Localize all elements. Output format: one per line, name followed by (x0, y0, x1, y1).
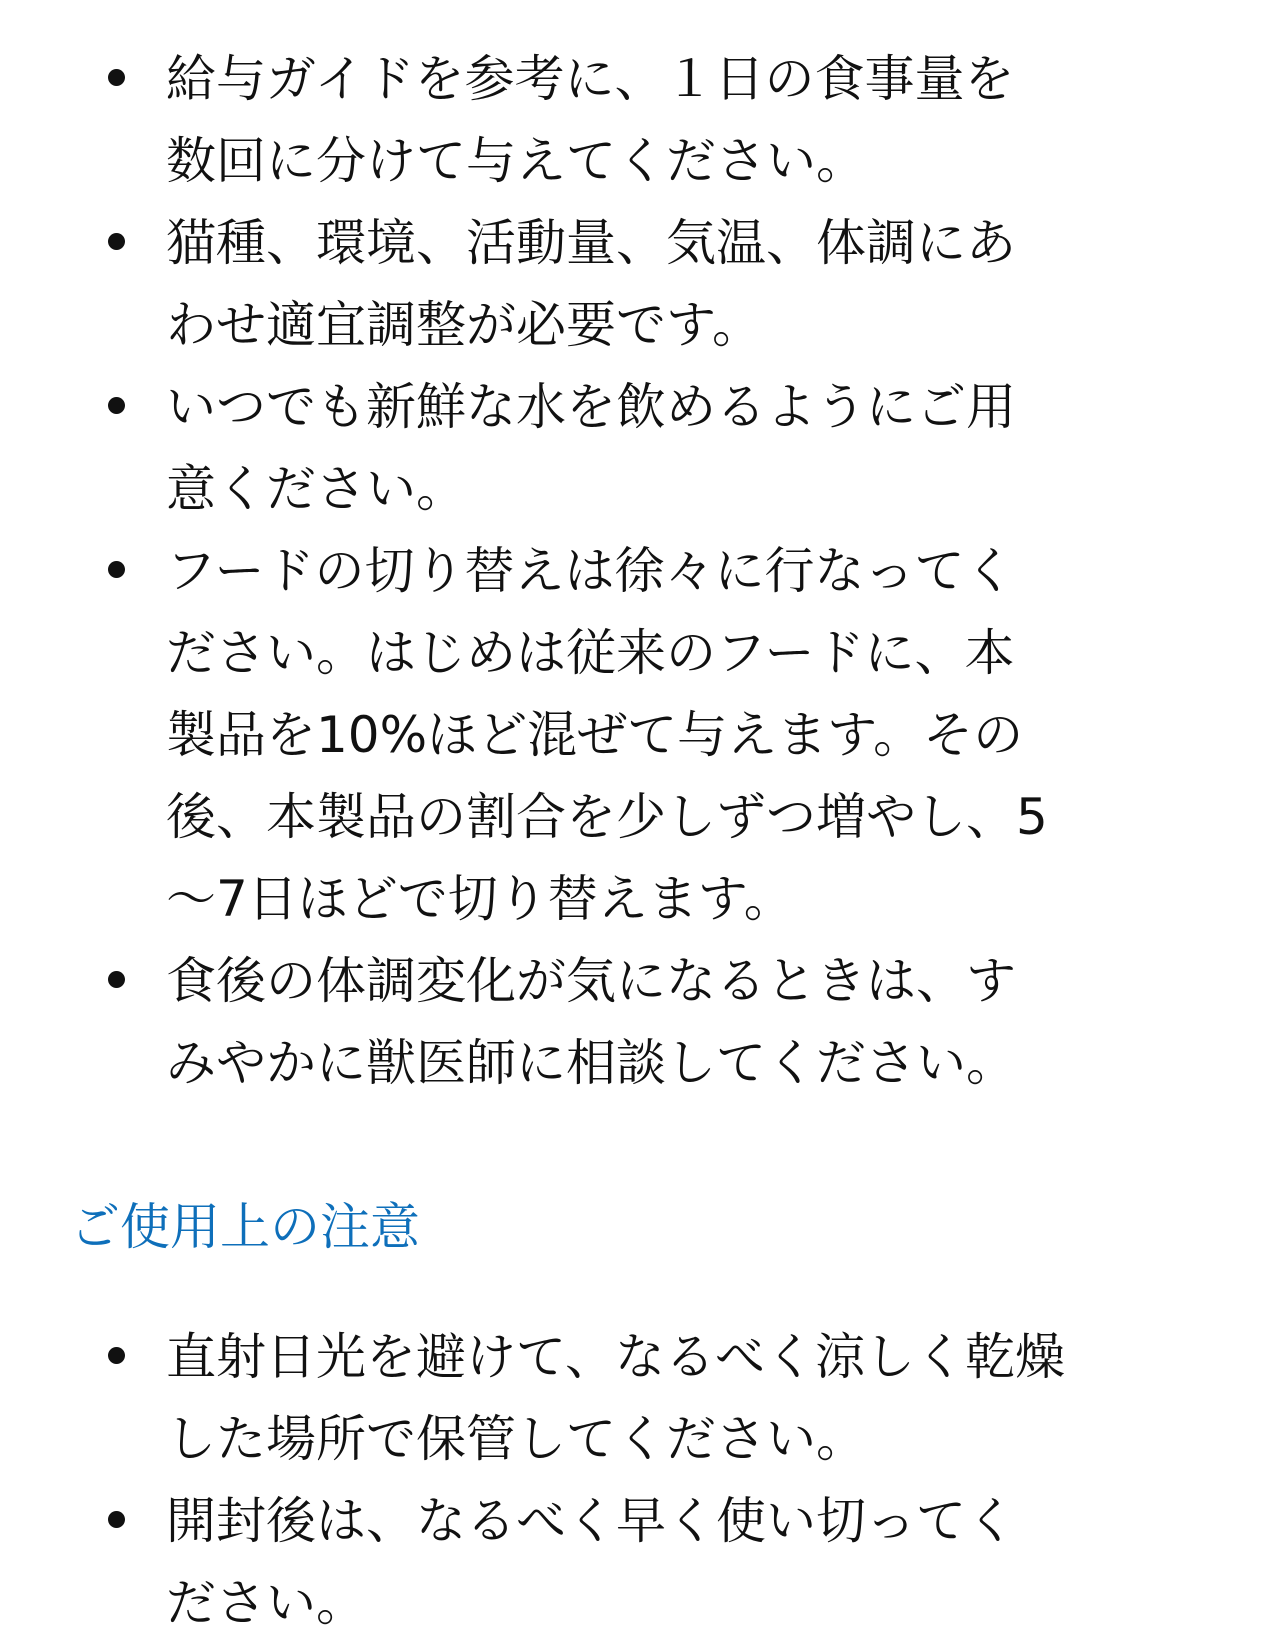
list-item (0, 366, 1280, 530)
list-item-line: みやかに獣医師に相談してください。 (166, 1034, 1016, 1092)
list-item-line: した場所で保管してください。 (166, 1410, 866, 1468)
list-item-line: いつでも新鮮な水を飲めるようにご用 (166, 378, 1016, 436)
list-item-line: ださい。 (166, 1574, 366, 1632)
list-item-line: 数回に分けて与えてください。 (166, 132, 866, 190)
precautions-list (0, 1316, 1280, 1644)
bullet-icon (108, 561, 125, 578)
bullet-icon (108, 1511, 125, 1528)
list-item-line: 直射日光を避けて、なるべく涼しく乾燥 (166, 1328, 1065, 1386)
list-item-line: 製品を10%ほど混ぜて与えます。その (166, 706, 1024, 764)
list-item-line: 意ください。 (166, 460, 466, 518)
list-item (0, 530, 1280, 940)
bullet-icon (108, 233, 125, 250)
list-item-line: ださい。はじめは従来のフードに、本 (166, 624, 1015, 682)
list-item (0, 38, 1280, 202)
usage-instructions-list (0, 38, 1280, 1104)
list-item (0, 1316, 1280, 1480)
list-item-line: 給与ガイドを参考に、１日の食事量を (166, 50, 1015, 108)
bullet-icon (108, 397, 125, 414)
section-heading-precautions: ご使用上の注意 (70, 1198, 420, 1256)
list-item-line: わせ適宜調整が必要です。 (166, 296, 762, 354)
bullet-icon (108, 69, 125, 86)
list-item-line: 食後の体調変化が気になるときは、す (166, 952, 1016, 1010)
list-item-line: 〜7日ほどで切り替えます。 (166, 870, 794, 928)
list-item-line: フードの切り替えは徐々に行なってく (166, 542, 1015, 600)
list-item-line: 開封後は、なるべく早く使い切ってく (166, 1492, 1016, 1550)
bullet-icon (108, 1347, 125, 1364)
list-item (0, 1480, 1280, 1644)
list-item (0, 940, 1280, 1104)
list-item-line: 後、本製品の割合を少しずつ増やし、5 (166, 788, 1048, 846)
list-item-line: 猫種、環境、活動量、気温、体調にあ (166, 214, 1016, 272)
list-item (0, 202, 1280, 366)
bullet-icon (108, 971, 125, 988)
